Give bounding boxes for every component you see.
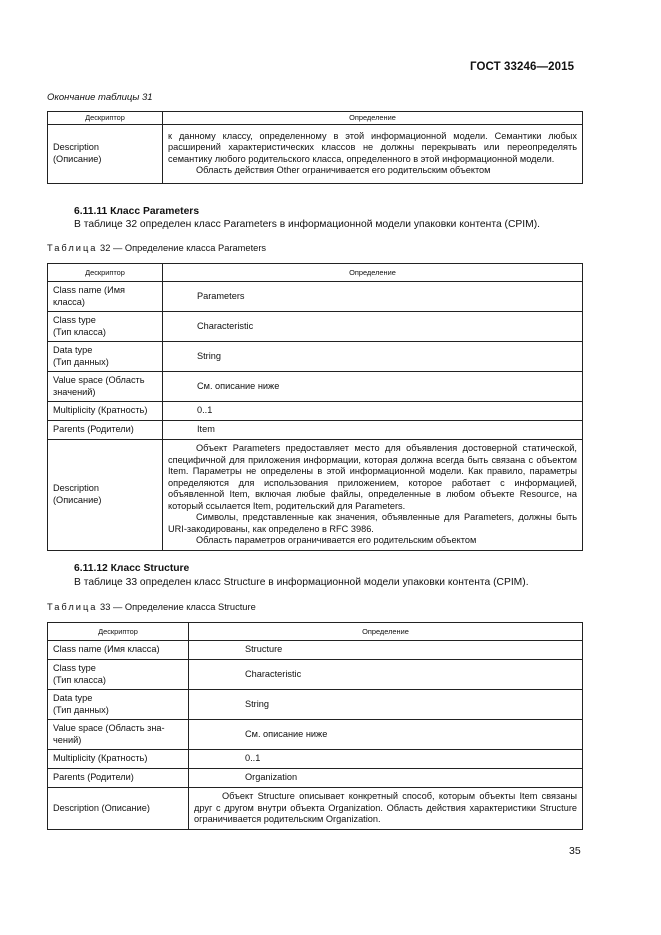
definition-text: Объект Parameters предоставляет место для объявления достоверной статической, специфичной для приложения информации, которая должна всегда быть связана с объектом Item. Параметры не определены в этой информационной модели. Как правило, параметры определяются для использования приложением, которое работает с информацией, объявленной Item, включая любые файлы, определенные в любом объекте Resource, на который ссылается Item, родительский для Parameters. (168, 443, 577, 511)
table-row (48, 750, 583, 769)
definition-cell: Characteristic (163, 312, 583, 342)
descriptor-cell: Class type (Тип класса) (48, 312, 163, 342)
table-caption-title: 33 — Определение класса Structure (97, 602, 256, 612)
definition-text: к данному классу, определенному в этой информационной модели. Семантики любых расширений характеристических классов не должны перекрывать или переопределять семантику любого родительского класса, определенного в этой информационной модели. (168, 130, 577, 164)
table-row (48, 788, 583, 830)
definition-text: Область действия Other ограничивается его родительским объектом (196, 165, 491, 175)
descriptor-cell: Class name (Имя класса) (48, 641, 189, 660)
definition-text: Объект Structure описывает конкретный способ, которым объекты Item связаны друг с другом внутри объекта Organization. Область действия характеристики Structure ограничивается родительским Organization. (194, 791, 577, 824)
descriptor-cell: Multiplicity (Кратность) (48, 402, 163, 421)
section-heading-parameters: 6.11.11 Класс Parameters (74, 206, 200, 217)
section-text-parameters: В таблице 32 определен класс Parameters в информационной модели упаковки контента (CPIM). (74, 219, 540, 230)
table-row (48, 342, 583, 372)
definition-cell: Characteristic (189, 660, 583, 690)
table-31-end (47, 111, 583, 184)
definition-cell: Structure (189, 641, 583, 660)
column-header-definition: Определение (189, 623, 583, 641)
definition-cell: String (163, 342, 583, 372)
definition-cell: String (189, 690, 583, 720)
table-caption-prefix: Таблица (47, 243, 98, 253)
table-33 (47, 622, 583, 830)
definition-cell: 0..1 (163, 402, 583, 421)
table-row (48, 421, 583, 440)
column-header-definition: Определение (163, 112, 583, 125)
descriptor-cell: Class name (Имя класса) (48, 282, 163, 312)
definition-cell: 0..1 (189, 750, 583, 769)
table-row (48, 720, 583, 750)
table-row (48, 124, 583, 183)
descriptor-cell: Description (Описание) (48, 124, 163, 183)
table-32-caption (47, 243, 266, 253)
definition-cell (163, 124, 583, 183)
table-32 (47, 263, 583, 551)
descriptor-cell: Description (Описание) (48, 440, 163, 551)
descriptor-cell: Data type (Тип данных) (48, 690, 189, 720)
descriptor-cell: Description (Описание) (48, 788, 189, 830)
table-caption-title: 32 — Определение класса Parameters (97, 243, 267, 253)
definition-cell: См. описание ниже (163, 372, 583, 402)
table-row (48, 440, 583, 551)
table-caption-prefix: Таблица (47, 602, 98, 612)
standard-number: ГОСТ 33246—2015 (470, 61, 575, 73)
column-header-descriptor: Дескриптор (48, 112, 163, 125)
page-number: 35 (569, 845, 581, 857)
descriptor-cell: Parents (Родители) (48, 421, 163, 440)
table-row (48, 641, 583, 660)
definition-cell (189, 788, 583, 830)
table-row (48, 402, 583, 421)
column-header-descriptor: Дескриптор (48, 264, 163, 282)
table-row (48, 660, 583, 690)
definition-text: Область параметров ограничивается его родительским объектом (196, 535, 477, 545)
descriptor-cell: Multiplicity (Кратность) (48, 750, 189, 769)
definition-cell (163, 440, 583, 551)
definition-cell: См. описание ниже (189, 720, 583, 750)
definition-cell: Parameters (163, 282, 583, 312)
descriptor-cell: Value space (Область значений) (48, 372, 163, 402)
descriptor-cell: Value space (Область зна- чений) (48, 720, 189, 750)
column-header-descriptor: Дескриптор (48, 623, 189, 641)
section-text-structure: В таблице 33 определен класс Structure в информационной модели упаковки контента (CPIM). (74, 577, 529, 588)
table-row (48, 690, 583, 720)
descriptor-cell: Parents (Родители) (48, 769, 189, 788)
definition-cell: Organization (189, 769, 583, 788)
table-row (48, 282, 583, 312)
table-row (48, 769, 583, 788)
table-31-continuation-caption: Окончание таблицы 31 (47, 92, 153, 103)
definition-text: Символы, представленные как значения, объявленные для Parameters, должны быть URI-закодированы, как определено в RFC 3986. (168, 512, 577, 534)
descriptor-cell: Data type (Тип данных) (48, 342, 163, 372)
descriptor-cell: Class type (Тип класса) (48, 660, 189, 690)
table-row (48, 372, 583, 402)
table-row (48, 312, 583, 342)
table-33-caption (47, 602, 256, 612)
section-heading-structure: 6.11.12 Класс Structure (74, 563, 190, 574)
definition-cell: Item (163, 421, 583, 440)
column-header-definition: Определение (163, 264, 583, 282)
